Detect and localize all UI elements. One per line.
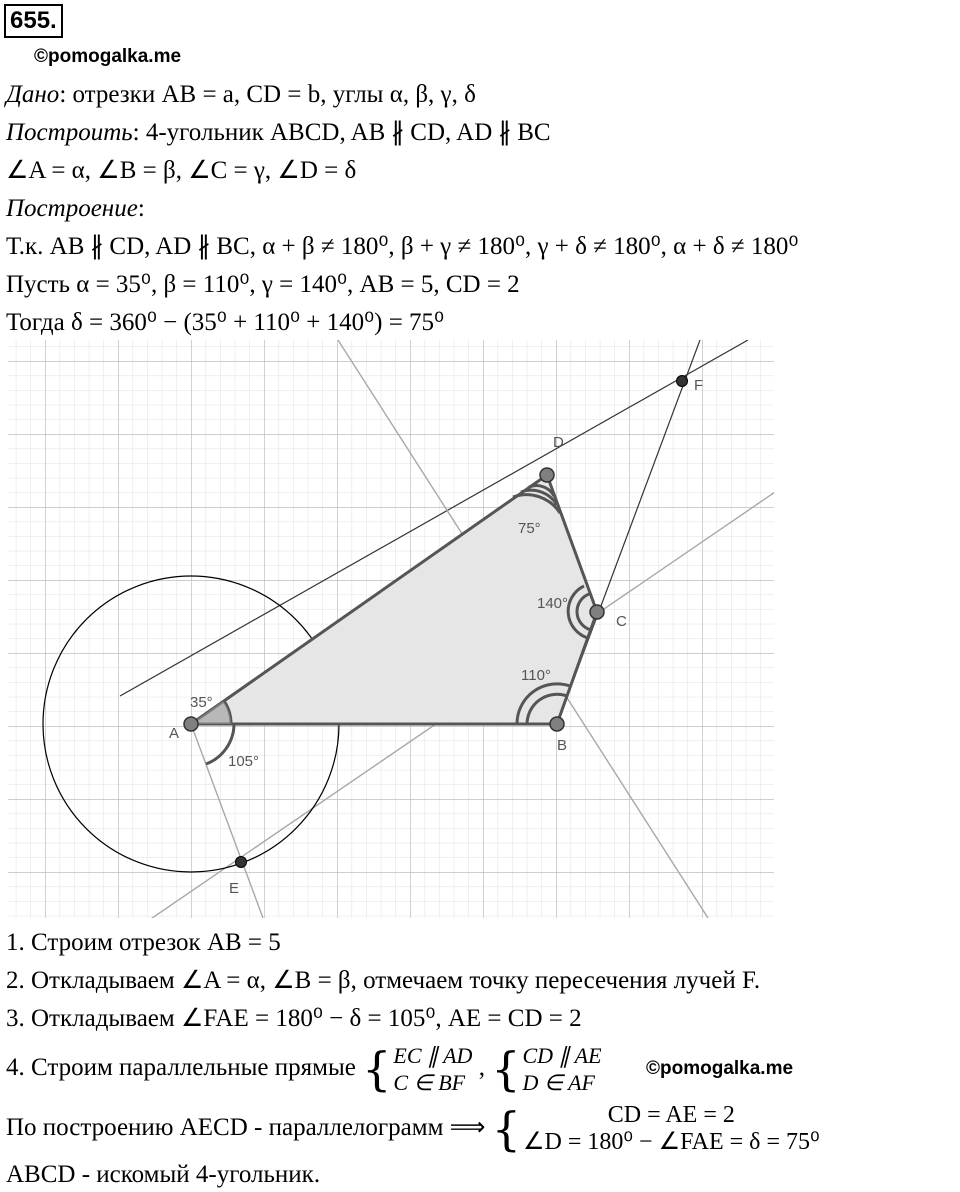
step-3: 3. Откладываем ∠FAE = 180⁰ − δ = 105⁰, AE = CD = 2 <box>6 1005 582 1032</box>
system-separator: , <box>478 1054 485 1081</box>
sys2-line1: CD ∥ AE <box>522 1043 602 1069</box>
point-d <box>540 468 554 482</box>
label-angle-d: 75° <box>518 520 541 537</box>
step-4-prefix: 4. Строим параллельные прямые <box>6 1054 356 1081</box>
label-b: B <box>557 737 568 754</box>
construction-colon: : <box>137 195 145 222</box>
watermark-bottom: ©pomogalka.me <box>646 1058 794 1079</box>
label-f: F <box>694 377 704 394</box>
point-f <box>677 376 688 387</box>
point-c <box>590 605 604 619</box>
construct-text: : 4-угольник ABCD, AB ∦ CD, AD ∦ BC <box>132 119 551 146</box>
brace-left-1: { <box>362 1042 392 1097</box>
sys1-line1: EC ∥ AD <box>393 1043 473 1069</box>
sys1-line2: C ∈ BF <box>393 1070 466 1096</box>
watermark-top: ©pomogalka.me <box>34 46 182 67</box>
final-line: ABCD - искомый 4-угольник. <box>6 1161 321 1188</box>
since-line: Т.к. AB ∦ CD, AD ∦ BC, α + β ≠ 180⁰, β + γ ≠ 180⁰, γ + δ ≠ 180⁰, α + δ ≠ 180⁰ <box>6 233 799 260</box>
conc-line2: ∠D = 180⁰ − ∠FAE = δ = 75⁰ <box>523 1129 820 1156</box>
sys2-line2: D ∈ AF <box>522 1070 595 1096</box>
label-angle-c: 140° <box>537 595 569 612</box>
point-e <box>236 857 247 868</box>
point-b <box>550 717 564 731</box>
construction-heading <box>6 194 145 224</box>
given-line <box>6 80 476 110</box>
angles-line: ∠A = α, ∠B = β, ∠C = γ, ∠D = δ <box>6 157 357 184</box>
let-line: Пусть α = 35⁰, β = 110⁰, γ = 140⁰, AB = 5, CD = 2 <box>6 271 520 298</box>
step-4 <box>6 1040 602 1096</box>
then-line: Тогда δ = 360⁰ − (35⁰ + 110⁰ + 140⁰) = 75⁰ <box>6 309 445 336</box>
conc-line1: CD = AE = 2 <box>607 1102 735 1129</box>
construct-line <box>6 118 551 148</box>
label-d: D <box>553 434 564 451</box>
label-angle-a-ext: 105° <box>228 753 260 770</box>
given-text: : отрезки AB = a, CD = b, углы α, β, γ, δ <box>59 81 476 108</box>
conclusion-system <box>492 1102 820 1156</box>
given-label: Дано <box>6 81 60 108</box>
brace-left-2: { <box>491 1042 521 1097</box>
step-2: 2. Откладываем ∠A = α, ∠B = β, отмечаем точку пересечения лучей F. <box>6 967 761 994</box>
label-e: E <box>229 880 240 897</box>
construction-figure <box>8 340 774 918</box>
conclusion <box>6 1100 820 1156</box>
label-a: A <box>169 725 180 742</box>
point-a <box>184 717 198 731</box>
brace-left-3: { <box>491 1102 522 1157</box>
label-angle-b: 110° <box>521 667 551 684</box>
construction-label: Построение <box>6 195 138 222</box>
step-1: 1. Строим отрезок AB = 5 <box>6 929 281 956</box>
construct-label: Построить <box>6 119 133 146</box>
label-c: C <box>616 613 627 630</box>
conclusion-prefix: По построению AECD - параллелограмм ⟹ <box>6 1114 486 1141</box>
system-2 <box>491 1042 601 1096</box>
system-1 <box>362 1042 472 1096</box>
label-angle-a: 35° <box>190 694 213 711</box>
problem-number: 655. <box>4 4 63 38</box>
